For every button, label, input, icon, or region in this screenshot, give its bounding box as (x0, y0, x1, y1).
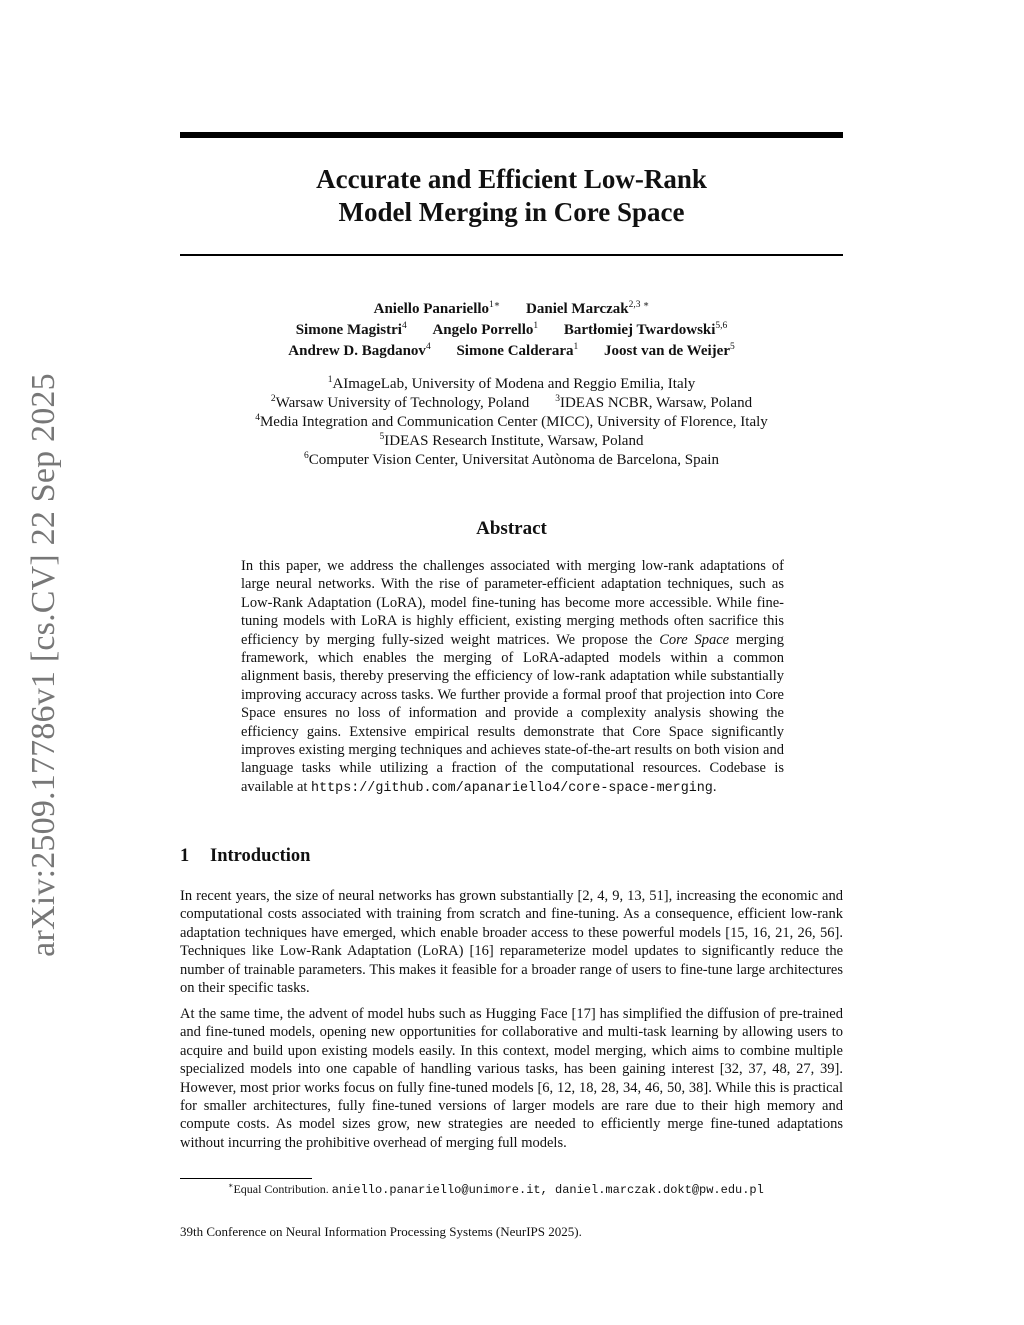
author (288, 343, 430, 359)
title-line-1: Accurate and Efficient Low-Rank (316, 164, 707, 194)
affiliation (180, 375, 843, 394)
affiliation-text: Warsaw University of Technology, Poland (275, 395, 530, 411)
author-affil-mark: 5 (729, 342, 735, 352)
venue-notice: 39th Conference on Neural Information Processing Systems (NeurIPS 2025). (180, 1224, 582, 1239)
intro-paragraph-2: At the same time, the advent of model hubs such as Hugging Face [17] has simplified the diffusion of pre-trained and fine-tuned models, opening new opportunities for collaborative and multi-task learning by allowing users to acquire and build upon existing models easily. In this context, model merging, which aims to combine multiple specialized models into one capable of handling various tasks, has been gaining interest [32, 37, 48, 27, 39]. However, most prior works focus on fully fine-tuned models [6, 12, 18, 28, 34, 46, 50, 38]. While this is practical for smaller architectures, fully fine-tuned versions of larger models are rare due to their high memory and compute costs. As model sizes grow, new strategies are needed to efficiently merge fine-tuned adaptations without incurring the prohibitive overhead of merging full models. (180, 1006, 843, 1151)
affiliation-mark: 6 (304, 451, 309, 461)
affiliation-text: IDEAS NCBR, Warsaw, Poland (559, 395, 753, 411)
author-name: Bartłomiej Twardowski (563, 322, 716, 338)
author (604, 343, 735, 359)
title-line-2: Model Merging in Core Space (338, 197, 685, 227)
author-affil-mark: 1∗ (489, 300, 501, 310)
author-row-1 (180, 299, 843, 320)
author-row-2 (180, 320, 843, 341)
footnote-mark: ∗ (228, 1181, 234, 1190)
author-affil-mark: 1 (533, 321, 539, 331)
abstract-text: In this paper, we address the challenges associated with merging low-rank adaptations of large neural networks. With the rise of parameter-efficient adaptation techniques, such as Low-Rank Adaptation (LoRA), model fine-tuning has become more accessible. While fine-tuning models with LoRA is highly efficient, existing merging methods often sacrifice this efficiency by merging fully-sized weight matrices. We propose the (241, 558, 784, 648)
section-title: Introduction (210, 846, 311, 866)
title-rule-bottom (180, 254, 843, 256)
author-affil-mark: 2,3 ∗ (628, 300, 650, 310)
author-name: Joost van de Weijer (604, 343, 730, 359)
author-name: Daniel Marczak (526, 301, 629, 317)
affiliation-text: IDEAS Research Institute, Warsaw, Poland (384, 433, 644, 449)
paper-title (180, 163, 843, 229)
affiliation-mark: 5 (379, 432, 385, 442)
affiliation-text: Media Integration and Communication Center (MICC), University of Florence, Italy (259, 414, 768, 430)
author (374, 301, 501, 317)
affiliation-text: Computer Vision Center, Universitat Autònoma de Barcelona, Spain (308, 452, 719, 468)
affiliation-list (180, 375, 843, 470)
affiliation-mark: 3 (555, 394, 560, 404)
author-affil-mark: 4 (425, 342, 431, 352)
author (526, 301, 649, 317)
abstract-text: . (712, 778, 717, 795)
abstract-body (241, 557, 784, 798)
affiliation (555, 395, 752, 411)
footnote-label: Equal Contribution. (233, 1182, 329, 1196)
affiliation-mark: 2 (270, 394, 276, 404)
arxiv-sidebar (20, 372, 68, 958)
footnote (180, 1181, 843, 1198)
intro-paragraph-1: In recent years, the size of neural networks has grown substantially [2, 4, 9, 13, 51], increasing the economic and computational costs associated with training from scratch and fine-tuning. As a consequence, efficient low-rank adaptation techniques have emerged, which enable broader access to these powerful models [15, 16, 21, 26, 56]. Techniques like Low-Rank Adaptation (LoRA) [16] reparameterize model updates to significantly reduce the number of trainable parameters. This makes it feasible for a broader range of users to fine-tune large architectures on their specific tasks. (180, 888, 843, 997)
author-affil-mark: 4 (401, 321, 407, 331)
codebase-link[interactable]: https://github.com/apanariello4/core-space-merging (311, 780, 713, 796)
affiliation (180, 432, 843, 451)
author (564, 322, 727, 338)
author-name: Simone Calderara (456, 343, 574, 359)
abstract-emphasis: Core Space (659, 631, 730, 648)
affiliation-row (180, 394, 843, 413)
section-heading-introduction (180, 846, 310, 867)
author-affil-mark: 1 (573, 342, 579, 352)
abstract-heading: Abstract (476, 518, 547, 539)
affiliation (271, 395, 529, 411)
footnote-rule (180, 1178, 312, 1179)
author (456, 343, 578, 359)
author-row-3 (180, 341, 843, 362)
arxiv-identifier: arXiv:2509.17786v1 [cs.CV] 22 Sep 2025 (25, 373, 62, 957)
author-name: Aniello Panariello (373, 301, 490, 317)
author (432, 322, 538, 338)
affiliation-mark: 4 (255, 413, 260, 423)
author-affil-mark: 5,6 (715, 321, 728, 331)
author-name: Andrew D. Bagdanov (288, 343, 426, 359)
affiliation (180, 451, 843, 470)
footnote-emails: aniello.panariello@unimore.it, daniel.marczak.dokt@pw.edu.pl (331, 1183, 764, 1197)
title-rule-top (180, 132, 843, 138)
author (296, 322, 407, 338)
author-list (180, 299, 843, 362)
affiliation-text: AImageLab, University of Modena and Reggio Emilia, Italy (332, 376, 696, 392)
affiliation-mark: 1 (327, 375, 333, 385)
section-number: 1 (180, 846, 190, 866)
author-name: Angelo Porrello (432, 322, 534, 338)
abstract-text: merging framework, which enables the merging of LoRA-adapted models within a common alignment basis, thereby preserving the efficiency of low-rank adaptation while substantially improving accuracy across tasks. We further provide a formal proof that projection into Core Space ensures no loss of information and provide a complexity analysis showing the efficiency gains. Extensive empirical results demonstrate that Core Space significantly improves existing merging techniques and achieves state-of-the-art results on both vision and language tasks while utilizing a fraction of the computational resources. Codebase is available at (241, 631, 784, 795)
author-name: Simone Magistri (295, 322, 402, 338)
affiliation (180, 413, 843, 432)
